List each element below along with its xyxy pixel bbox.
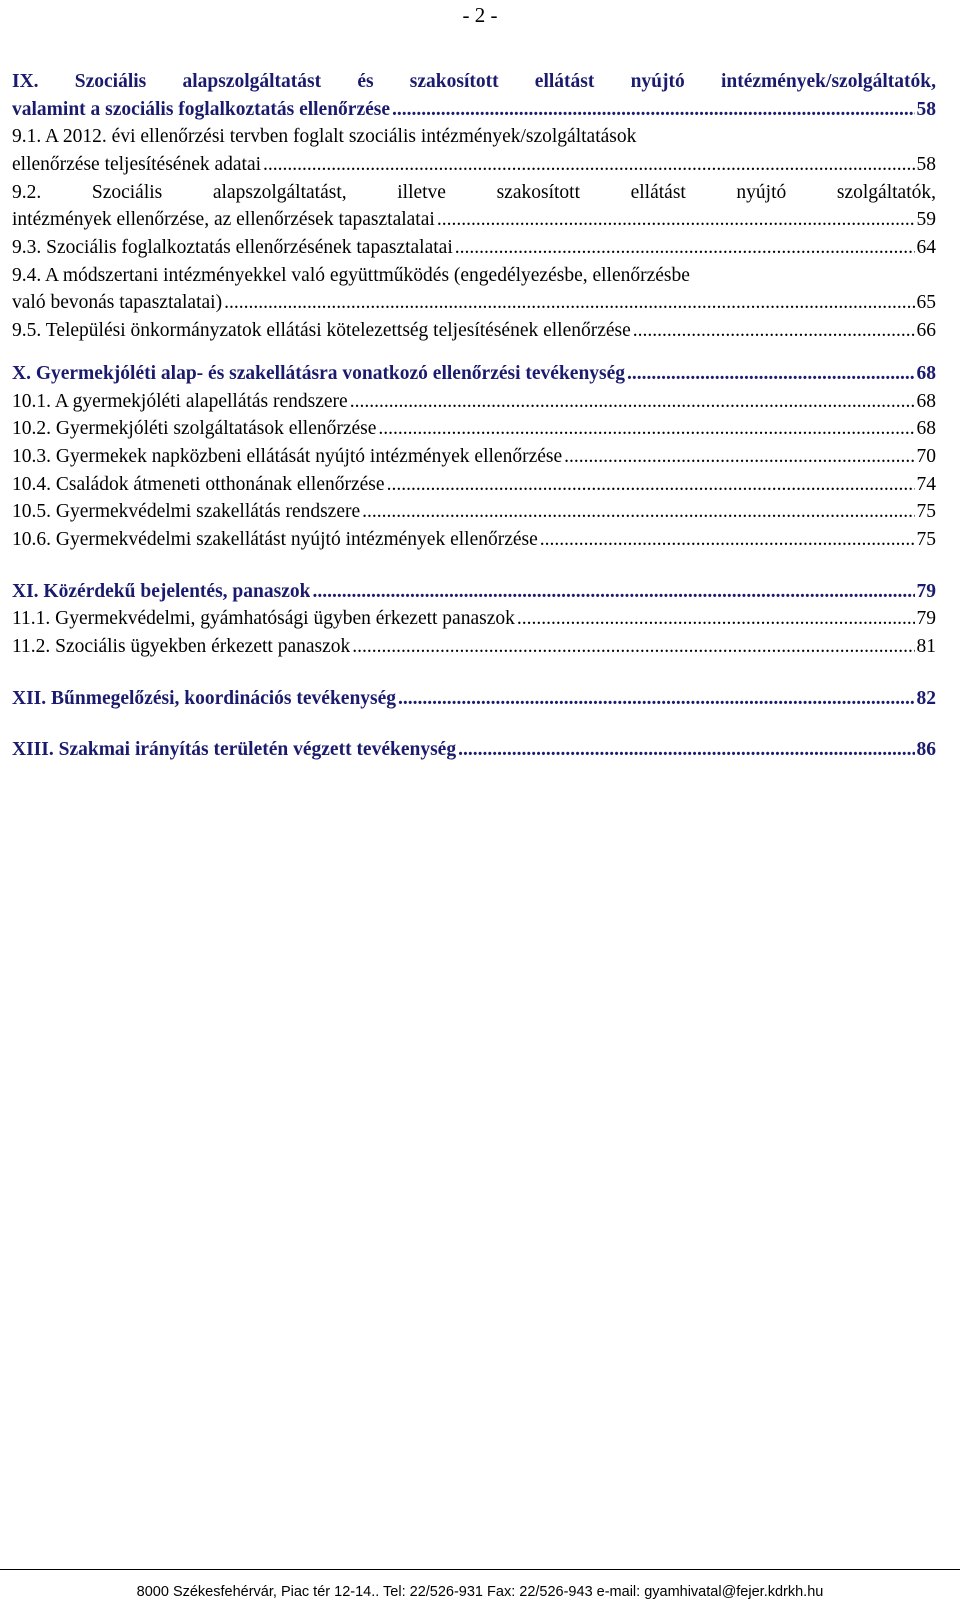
toc-leader-dots: [633, 317, 915, 345]
toc-entry-text: 11.1. Gyermekvédelmi, gyámhatósági ügyben érkezett panaszok: [12, 608, 515, 630]
toc-entry-text: 9.3. Szociális foglalkoztatás ellenőrzésének tapasztalatai: [12, 237, 453, 259]
toc-page-number: 64: [916, 237, 936, 259]
toc-page-number: 79: [916, 608, 936, 630]
toc-section-11-1[interactable]: [12, 605, 936, 633]
toc-entry-text: 11.2. Szociális ügyekben érkezett panaszok: [12, 636, 351, 658]
toc-leader-dots: [312, 578, 914, 606]
toc-section-9-4[interactable]: [12, 262, 936, 290]
toc-section-9-2-line2[interactable]: [12, 206, 936, 234]
toc-entry-text: 9.1. A 2012. évi ellenőrzési tervben foglalt szociális intézmények/szolgáltatások: [12, 126, 637, 148]
toc-entry-text: 9.5. Települési önkormányzatok ellátási kötelezettség teljesítésének ellenőrzése: [12, 320, 631, 342]
toc-leader-dots: [517, 605, 915, 633]
toc-section-10-1[interactable]: [12, 388, 936, 416]
toc-entry-text: 10.6. Gyermekvédelmi szakellátást nyújtó intézmények ellenőrzése: [12, 528, 538, 550]
toc-leader-dots: [224, 290, 914, 318]
toc-page-number: 82: [916, 687, 936, 709]
toc-entry-text: való bevonás tapasztalatai): [12, 292, 223, 314]
toc-entry-text: X. Gyermekjóléti alap- és szakellátásra vonatkozó ellenőrzési tevékenység: [12, 362, 626, 384]
toc-page-number: 68: [916, 418, 936, 440]
toc-entry-text: 9.2. Szociális alapszolgáltatást, illetve szakosított ellátást nyújtó szolgáltatók,: [12, 181, 936, 203]
toc-page-number: 81: [916, 636, 936, 658]
toc-page-number: 68: [916, 390, 936, 412]
toc-page-number: 74: [916, 473, 936, 495]
footer-contact: 8000 Székesfehérvár, Piac tér 12-14.. Tel: 22/526-931 Fax: 22/526-943 e-mail: gyamhivatal@fejer.kdrkh.hu: [136, 1584, 824, 1600]
toc-entry-text: 10.2. Gyermekjóléti szolgáltatások ellenőrzése: [12, 418, 377, 440]
toc-page-number: 75: [916, 528, 936, 550]
toc-chapter-xiii[interactable]: [12, 736, 936, 764]
toc-page-number: 86: [916, 739, 936, 761]
toc-entry-text: 9.4. A módszertani intézményekkel való együttműködés (engedélyezésbe, ellenőrzésbe: [12, 264, 690, 286]
toc-section-11-2[interactable]: [12, 633, 936, 661]
toc-page-number: 59: [916, 209, 936, 231]
toc-chapter-xi[interactable]: [12, 578, 936, 606]
toc-page-number: 58: [916, 98, 936, 120]
toc-chapter-ix[interactable]: [12, 68, 936, 96]
toc-section-9-4-line2[interactable]: [12, 290, 936, 318]
toc-page-number: 70: [916, 445, 936, 467]
toc-section-9-5[interactable]: [12, 317, 936, 345]
toc-section-10-3[interactable]: [12, 443, 936, 471]
toc-chapter-xii[interactable]: [12, 685, 936, 713]
toc-chapter-ix-line2[interactable]: [12, 96, 936, 124]
toc-leader-dots: [458, 736, 914, 764]
toc-leader-dots: [387, 471, 915, 499]
toc-leader-dots: [362, 498, 914, 526]
toc-entry-text: ellenőrzése teljesítésének adatai: [12, 154, 262, 176]
toc-section-10-5[interactable]: [12, 498, 936, 526]
toc-leader-dots: [392, 96, 914, 124]
toc-section-10-6[interactable]: [12, 526, 936, 554]
toc-entry-text: IX. Szociális alapszolgáltatást és szakosított ellátást nyújtó intézmények/szolgáltatók,: [12, 71, 936, 92]
toc-section-9-1-line2[interactable]: [12, 151, 936, 179]
toc-section-9-3[interactable]: [12, 234, 936, 262]
toc-leader-dots: [398, 685, 914, 713]
toc-entry-text: 10.4. Családok átmeneti otthonának ellenőrzése: [12, 473, 385, 495]
page-number: - 2 -: [462, 3, 498, 27]
toc-leader-dots: [437, 206, 915, 234]
toc-entry-text: valamint a szociális foglalkoztatás ellenőrzése: [12, 98, 391, 120]
footer-divider: [0, 1569, 960, 1570]
toc-entry-text: 10.5. Gyermekvédelmi szakellátás rendszere: [12, 501, 361, 523]
toc-page-number: 66: [916, 320, 936, 342]
toc-page-number: 75: [916, 501, 936, 523]
toc-section-10-2[interactable]: [12, 415, 936, 443]
toc-page-number: 79: [916, 580, 936, 602]
toc-leader-dots: [263, 151, 914, 179]
toc-leader-dots: [350, 388, 915, 416]
toc-entry-text: XIII. Szakmai irányítás területén végzett tevékenység: [12, 739, 457, 761]
toc-leader-dots: [455, 234, 915, 262]
toc-leader-dots: [627, 360, 914, 388]
toc-page-number: 65: [916, 292, 936, 314]
toc-leader-dots: [540, 526, 915, 554]
toc-leader-dots: [564, 443, 914, 471]
toc-page-number: 58: [916, 154, 936, 176]
toc-entry-text: 10.3. Gyermekek napközbeni ellátását nyújtó intézmények ellenőrzése: [12, 445, 563, 467]
toc-entry-text: XII. Bűnmegelőzési, koordinációs tevékenység: [12, 687, 397, 709]
toc-leader-dots: [352, 633, 914, 661]
toc-entry-text: XI. Közérdekű bejelentés, panaszok: [12, 580, 311, 602]
toc-leader-dots: [378, 415, 914, 443]
toc-entry-text: 10.1. A gyermekjóléti alapellátás rendszere: [12, 390, 348, 412]
table-of-contents: [12, 68, 936, 764]
toc-chapter-x[interactable]: [12, 360, 936, 388]
toc-section-10-4[interactable]: [12, 471, 936, 499]
toc-section-9-1[interactable]: [12, 123, 936, 151]
toc-section-9-2[interactable]: [12, 179, 936, 207]
toc-entry-text: intézmények ellenőrzése, az ellenőrzések tapasztalatai: [12, 209, 435, 231]
toc-page-number: 68: [916, 362, 936, 384]
